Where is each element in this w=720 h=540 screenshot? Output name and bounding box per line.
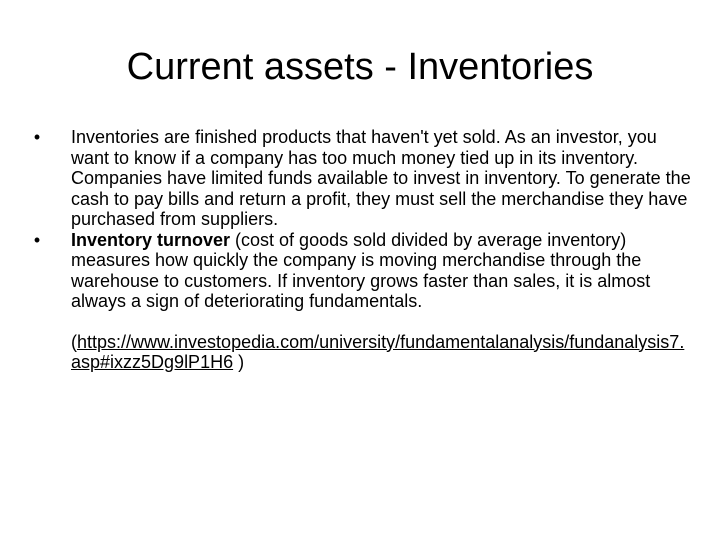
bullet-dot-icon: • (33, 127, 41, 147)
source-open-paren: ( (71, 331, 77, 352)
bullet-dot-icon: • (33, 229, 41, 250)
source-close-paren: ) (233, 352, 245, 372)
slide-title: Current assets - Inventories (126, 46, 594, 88)
source-link[interactable]: https://www.investopedia.com/university/fundamentalanalysis/fundanalysis7.asp#ixzz5Dg9lP1H6 (71, 331, 685, 372)
slide-body (24, 127, 694, 391)
bullet-item-inventories (24, 127, 694, 230)
bullet-text: Inventories are finished products that haven't yet sold. As an investor, you want to know if a company has too much money tied up in its inventory. Companies have limited funds available to invest in inventory. To generate the cash to pay bills and return a profit, they must sell the merchandise they have purchased from suppliers. (71, 127, 691, 229)
bullet-text: (cost of goods sold divided by average inventory) measures how quickly the company is moving merchandise through the warehouse to customers. If inventory grows faster than sales, it is almost always a sign of deteriorating fundamentals. (71, 229, 651, 311)
source-citation (24, 332, 694, 373)
bullet-bold-term: Inventory turnover (71, 229, 231, 250)
bullet-item-inventory-turnover (24, 230, 694, 312)
